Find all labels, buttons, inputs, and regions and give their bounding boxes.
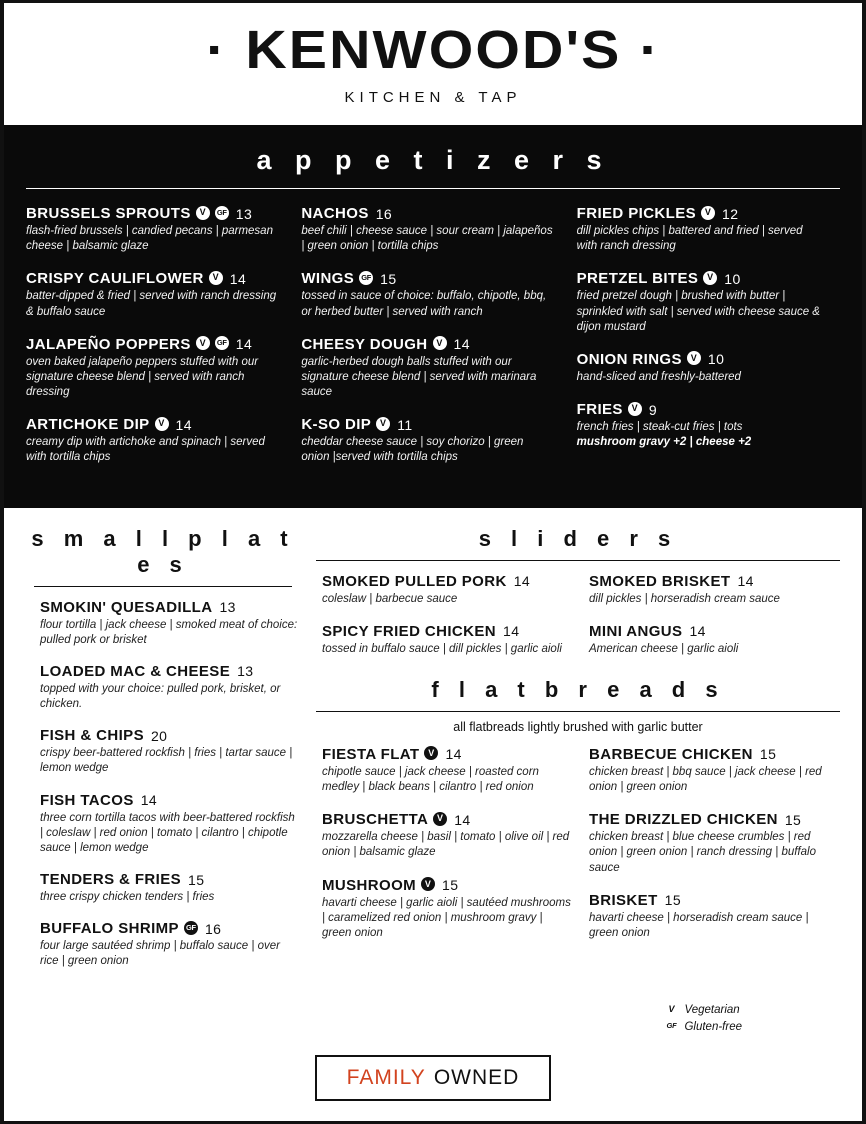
menu-item-price: 20: [150, 727, 168, 744]
menu-item-description: fried pretzel dough | brushed with butter | sprinkled with salt | served with cheese sauce & dijon mustard: [576, 290, 820, 333]
menu-item-price: 14: [453, 336, 470, 353]
menu-item-head: [322, 746, 573, 763]
menu-item-description: mozzarella cheese | basil | tomato | olive oil | red onion | balsamic glaze: [322, 831, 570, 859]
menu-column: [589, 573, 840, 673]
menu-item-name: K-SO DIP: [301, 416, 372, 434]
menu-item-head: [40, 871, 300, 888]
menu-item-head: [301, 270, 554, 287]
menu-item-description: coleslaw | barbecue sauce: [322, 592, 458, 605]
menu-item-price: 11: [397, 416, 413, 433]
menu-item-description: crispy beer-battered rockfish | fries | tartar sauce | lemon wedge: [40, 747, 293, 775]
menu-item-description: four large sautéed shrimp | buffalo sauce | over rice | green onion: [40, 940, 280, 968]
menu-item-head: [26, 416, 283, 433]
menu-item-description: french fries | steak-cut fries | tots: [576, 421, 743, 434]
menu-item-description: hand-sliced and freshly-battered: [576, 370, 741, 383]
menu-item-head: [322, 573, 573, 590]
menu-item-price: 14: [175, 416, 192, 433]
menu-item-description: batter-dipped & fried | served with ranch dressing & buffalo sauce: [26, 290, 277, 318]
menu-item-name: LOADED MAC & CHEESE: [40, 662, 231, 680]
menu-item-head: [26, 205, 283, 222]
menu-item-head: [40, 920, 300, 937]
menu-item: [40, 727, 300, 776]
menu-column: [322, 746, 573, 957]
menu-item-name: SMOKED BRISKET: [589, 572, 731, 590]
menu-item-name: WINGS: [301, 270, 355, 288]
menu-item: [26, 270, 283, 319]
menu-item-name: CRISPY CAULIFLOWER: [26, 270, 204, 288]
footer: [4, 1055, 862, 1101]
menu-column: [569, 205, 840, 482]
restaurant-name: · KENWOOD'S ·: [205, 19, 661, 80]
menu-item-head: [26, 336, 283, 353]
menu-item: [301, 205, 554, 254]
menu-item: [589, 746, 840, 795]
menu-item-price: 14: [737, 573, 754, 590]
menu-item-price: 15: [664, 892, 682, 909]
menu-item-name: NACHOS: [301, 205, 369, 222]
vegetarian-icon: V: [196, 206, 210, 220]
menu-item-head: [40, 727, 300, 744]
vegetarian-icon: V: [209, 271, 223, 285]
gluten-free-icon: GF: [215, 206, 229, 220]
lower-sections: [4, 508, 862, 985]
menu-item-description: flour tortilla | jack cheese | smoked meat of choice: pulled pork or brisket: [40, 618, 298, 646]
menu-item: [40, 599, 300, 648]
menu-item: [322, 746, 573, 795]
menu-item-description: three crispy chicken tenders | fries: [40, 891, 215, 904]
menu-item: [322, 573, 573, 607]
menu-item-description: tossed in buffalo sauce | dill pickles | garlic aioli: [322, 642, 562, 655]
menu-item: [322, 877, 573, 942]
menu-item-description: dill pickles chips | battered and fried | served with ranch dressing: [576, 225, 803, 253]
menu-item-price: 13: [219, 599, 236, 616]
vegetarian-icon: V: [628, 402, 642, 416]
menu-item-price: 13: [237, 663, 254, 680]
vegetarian-icon: V: [433, 336, 447, 350]
flatbreads-title: f l a t b r e a d s: [431, 676, 725, 702]
menu-item-description: havarti cheese | garlic aioli | sautéed mushrooms | caramelized red onion | mushroom gravy | green onion: [322, 896, 571, 939]
menu-item-description: tossed in sauce of choice: buffalo, chipotle, bbq, or herbed butter | served with ranch: [301, 290, 547, 318]
menu-item-name: FIESTA FLAT: [322, 745, 420, 763]
menu-item: [301, 416, 554, 465]
menu-item-name: BUFFALO SHRIMP: [40, 920, 179, 938]
menu-item-description: flash-fried brussels | candied pecans | parmesan cheese | balsamic glaze: [26, 225, 273, 253]
menu-item-price: 14: [454, 811, 471, 828]
menu-item-description: chicken breast | bbq sauce | jack cheese | red onion | green onion: [589, 765, 822, 794]
menu-item-head: [589, 623, 840, 640]
appetizers-divider: [26, 188, 840, 189]
menu-item-price: 14: [229, 270, 247, 287]
menu-item-name: FISH TACOS: [40, 791, 134, 809]
menu-item-price: 14: [445, 746, 462, 763]
menu-column: [297, 205, 568, 482]
flatbreads-note: all flatbreads lightly brushed with garlic butter: [453, 719, 703, 734]
menu-item-description: havarti cheese | horseradish cream sauce | green onion: [589, 911, 809, 939]
vegetarian-icon: V: [424, 746, 438, 760]
menu-item-head: [577, 351, 826, 368]
menu-item-head: [589, 746, 840, 763]
gluten-free-icon: GF: [666, 1021, 677, 1031]
menu-item-price: 15: [188, 871, 205, 888]
menu-item: [577, 205, 826, 254]
menu-item: [589, 811, 840, 876]
menu-item: [40, 792, 300, 857]
vegetarian-icon: V: [668, 1003, 675, 1014]
menu-item-description: garlic-herbed dough balls stuffed with our signature cheese blend | served with marinara sauce: [301, 355, 537, 399]
menu-item-name: BARBECUE CHICKEN: [589, 745, 753, 763]
menu-item-head: [40, 792, 300, 809]
small-plates-title: s m a l l p l a t e s: [31, 525, 295, 577]
sliders-and-flatbreads: [316, 522, 840, 985]
menu-item-name: FRIED PICKLES: [576, 205, 697, 222]
menu-item: [40, 663, 300, 712]
menu-item-name: BRISKET: [589, 891, 658, 909]
menu-item-head: [589, 573, 840, 590]
menu-item: [301, 270, 554, 319]
menu-item-head: [40, 599, 300, 616]
menu-item-description: topped with your choice: pulled pork, brisket, or chicken.: [40, 682, 281, 711]
menu-item-name: MINI ANGUS: [589, 622, 683, 640]
menu-item: [40, 871, 300, 905]
restaurant-header: [4, 3, 862, 125]
menu-item: [577, 270, 826, 335]
menu-item: [40, 920, 300, 969]
gluten-free-icon: GF: [215, 336, 229, 350]
menu-item-price: 16: [375, 205, 393, 222]
menu-item-price: 14: [513, 573, 531, 590]
menu-item: [26, 336, 283, 401]
menu-item-price: 14: [140, 792, 158, 809]
menu-item-name: SMOKIN' QUESADILLA: [40, 598, 213, 616]
menu-item: [589, 892, 840, 941]
vegetarian-icon: V: [433, 812, 447, 826]
menu-item-name: SMOKED PULLED PORK: [322, 572, 507, 590]
menu-item: [577, 401, 826, 448]
vegetarian-icon: V: [155, 417, 169, 431]
menu-item-description: chipotle sauce | jack cheese | roasted corn medley | black beans | cilantro | red onion: [322, 765, 539, 794]
sliders-divider: [316, 560, 840, 561]
menu-item-price: 16: [204, 920, 222, 937]
menu-item: [577, 351, 826, 385]
menu-item-price: 9: [648, 401, 658, 418]
menu-item-name: SPICY FRIED CHICKEN: [322, 622, 497, 640]
menu-item-description: creamy dip with artichoke and spinach | served with tortilla chips: [26, 436, 265, 464]
menu-item-head: [577, 401, 826, 418]
menu-item-head: [301, 336, 554, 353]
menu-column: [322, 573, 573, 673]
menu-item-name: FRIES: [576, 401, 623, 419]
flatbreads-columns: [316, 746, 840, 957]
menu-item-description: cheddar cheese sauce | soy chorizo | green onion |served with tortilla chips: [301, 436, 524, 464]
appetizers-columns: [26, 205, 840, 482]
menu-item-head: [301, 205, 554, 222]
menu-item-price: 15: [380, 270, 397, 287]
small-plates-list: [26, 599, 300, 970]
menu-item-price: 10: [707, 351, 725, 368]
menu-item-description: oven baked jalapeño peppers stuffed with our signature cheese blend | served with ranch dressing: [26, 355, 259, 399]
menu-item: [322, 623, 573, 657]
legend-vegetarian-label: Vegetarian: [684, 1004, 740, 1016]
vegetarian-icon: V: [421, 877, 435, 891]
flatbreads-section: [316, 677, 840, 957]
menu-item-name: ONION RINGS: [576, 350, 682, 368]
appetizers-title: a p p e t i z e r s: [256, 145, 610, 175]
small-plates-divider: [34, 586, 292, 587]
menu-item-description: beef chili | cheese sauce | sour cream | jalapeños | green onion | tortilla chips: [301, 225, 553, 253]
menu-item-head: [322, 877, 573, 894]
menu-item-name: PRETZEL BITES: [576, 270, 699, 288]
sliders-section: [316, 526, 840, 673]
menu-item-description: dill pickles | horseradish cream sauce: [589, 592, 780, 605]
menu-item-name: FISH & CHIPS: [40, 727, 144, 745]
menu-column: [26, 205, 297, 482]
family-owned-badge: [315, 1055, 552, 1101]
menu-item-price: 10: [724, 270, 741, 287]
menu-item: [26, 205, 283, 254]
legend: [664, 1003, 742, 1037]
appetizers-section: [4, 125, 862, 508]
restaurant-tagline: KITCHEN & TAP: [344, 88, 522, 106]
legend-vegetarian: [664, 1003, 742, 1017]
menu-column: [589, 746, 840, 957]
menu-item: [589, 623, 840, 657]
menu-item: [322, 811, 573, 860]
menu-item-head: [589, 811, 840, 828]
menu-item-name: TENDERS & FRIES: [40, 871, 182, 889]
menu-item-name: ARTICHOKE DIP: [26, 416, 150, 434]
menu-item-name: CHEESY DOUGH: [301, 335, 428, 353]
menu-item-description: chicken breast | blue cheese crumbles | red onion | green onion | ranch dressing | buffalo sauce: [589, 831, 816, 874]
menu-item-name: JALAPEÑO POPPERS: [26, 335, 191, 353]
family-owned-owned: OWNED: [433, 1066, 520, 1089]
flatbreads-divider: [316, 711, 840, 712]
menu-item-price: 12: [722, 205, 739, 222]
menu-item-price: 15: [784, 811, 802, 828]
sliders-columns: [316, 573, 840, 673]
menu-item-name: BRUSCHETTA: [322, 811, 429, 829]
menu-item-addons: mushroom gravy +2 | cheese +2: [576, 436, 752, 449]
gluten-free-icon: GF: [359, 271, 373, 285]
menu-item-name: BRUSSELS SPROUTS: [26, 205, 191, 222]
menu-item: [26, 416, 283, 465]
vegetarian-icon: V: [703, 271, 717, 285]
legend-gluten-free-label: Gluten-free: [684, 1021, 742, 1033]
menu-item-price: 14: [689, 623, 706, 640]
menu-item-head: [322, 811, 573, 828]
menu-item-price: 15: [759, 746, 777, 763]
menu-item-price: 15: [442, 877, 459, 894]
menu-item-head: [26, 270, 283, 287]
vegetarian-icon: V: [376, 417, 390, 431]
menu-item-head: [589, 892, 840, 909]
menu-item-head: [301, 416, 554, 433]
menu-item: [301, 336, 554, 401]
menu-item-price: 13: [235, 205, 253, 222]
menu-item: [589, 573, 840, 607]
family-owned-family: FAMILY: [346, 1066, 426, 1089]
menu-item-description: three corn tortilla tacos with beer-battered rockfish | coleslaw | red onion | tomato | cilantro | chipotle sauce | lemon wedge: [40, 811, 295, 854]
legend-gluten-free: [664, 1020, 742, 1034]
menu-item-price: 14: [235, 336, 253, 353]
menu-item-head: [577, 270, 826, 287]
sliders-title: s l i d e r s: [478, 525, 678, 551]
menu-item-head: [322, 623, 573, 640]
menu-item-name: MUSHROOM: [322, 876, 417, 894]
menu-item-head: [40, 663, 300, 680]
vegetarian-icon: V: [687, 351, 701, 365]
small-plates-section: [26, 522, 316, 985]
menu-item-head: [577, 205, 826, 222]
menu-item-price: 14: [503, 623, 520, 640]
gluten-free-icon: GF: [184, 921, 198, 935]
vegetarian-icon: V: [701, 206, 715, 220]
vegetarian-icon: V: [196, 336, 210, 350]
menu-item-name: THE DRIZZLED CHICKEN: [589, 811, 778, 829]
menu-item-description: American cheese | garlic aioli: [589, 642, 739, 655]
